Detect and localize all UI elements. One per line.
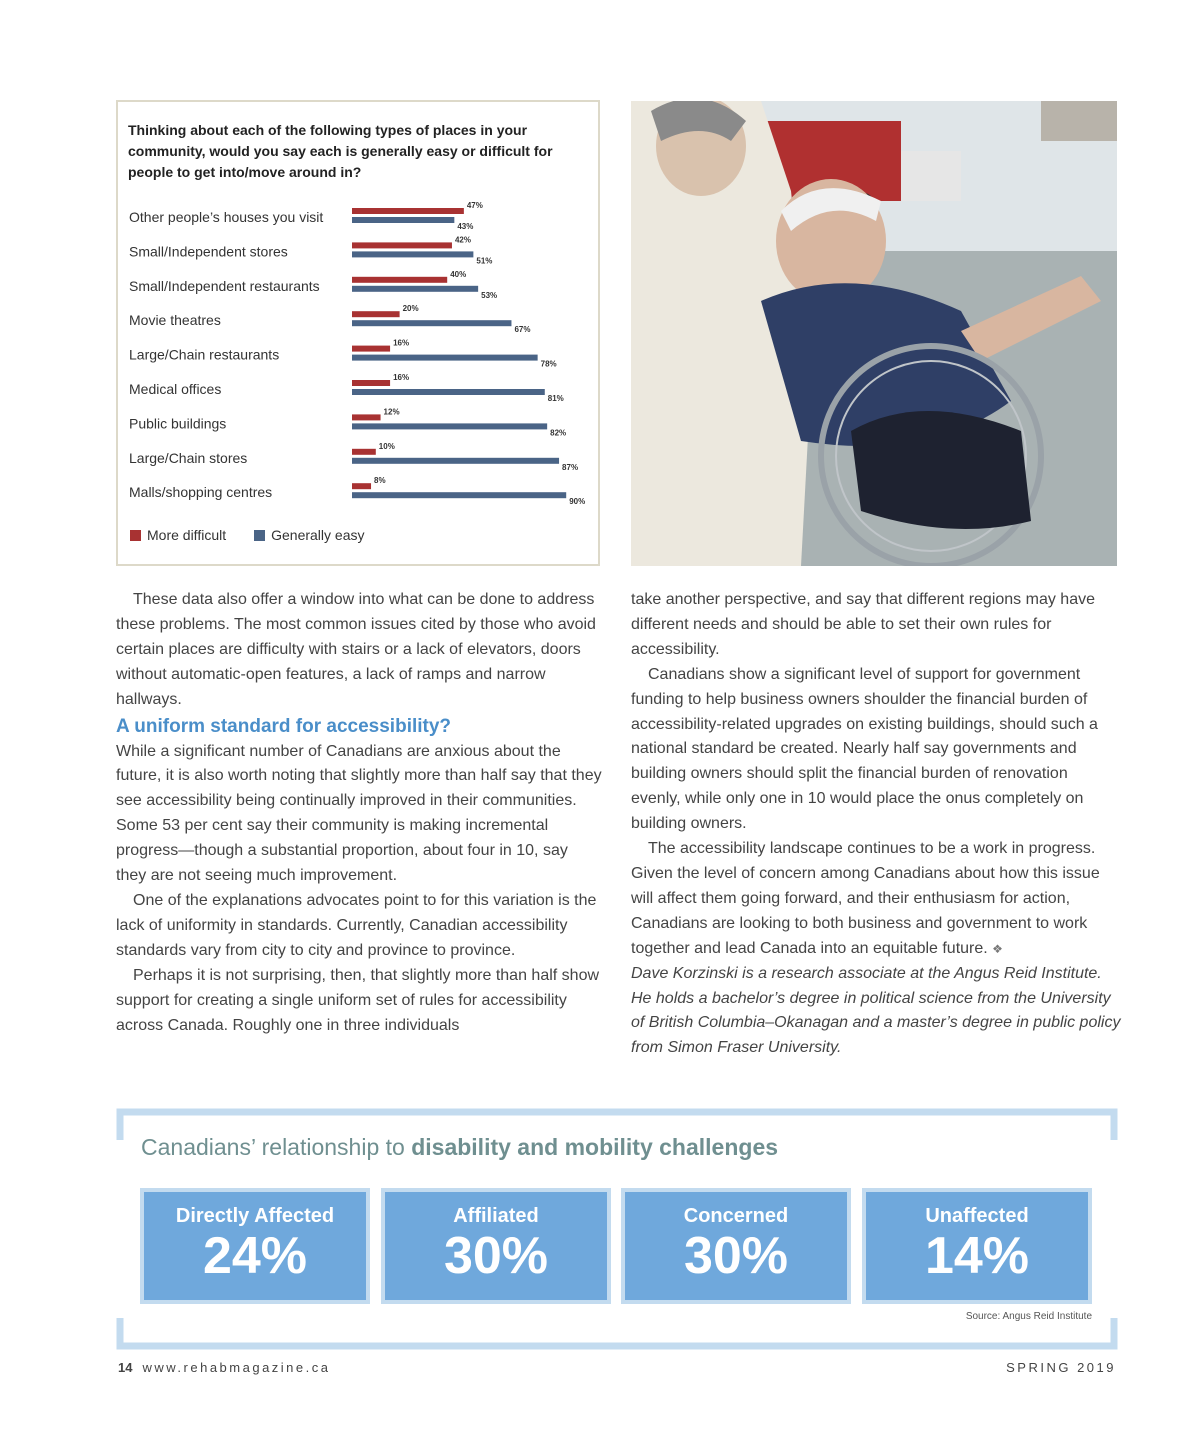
stats-title-plain: Canadians’ relationship to — [141, 1134, 412, 1160]
author-bio: Dave Korzinski is a research associate at the Angus Reid Institute. He holds a bachelor’s degree in political science from the University of British Columbia–Okanagan and a master’s degree in public policy from Simon Fraser University. — [631, 964, 1121, 1057]
bar-generally-easy — [352, 251, 473, 257]
bar-generally-easy — [352, 355, 538, 361]
legend-label-difficult: More difficult — [147, 527, 227, 543]
end-mark-icon: ❖ — [992, 941, 1003, 956]
bar-generally-easy — [352, 217, 454, 223]
article-right-column — [631, 588, 1121, 1061]
chart-question: Thinking about each of the following types of places in your community, would you say each is generally easy or difficult for people to get into/move around in? — [128, 122, 553, 180]
section-heading: A uniform standard for accessibility? — [116, 715, 452, 737]
photo-illustration — [631, 101, 1117, 566]
bar-generally-easy — [352, 458, 559, 464]
bar-generally-easy — [352, 389, 545, 395]
category-label: Malls/shopping centres — [129, 484, 273, 501]
category-label: Movie theatres — [129, 312, 221, 329]
legend-item-easy — [254, 527, 364, 543]
stat-card-affiliated — [381, 1188, 611, 1304]
paragraph: While a significant number of Canadians are anxious about the future, it is also worth noting that slightly more than half say that they see accessibility being continually improved in their communities. Some 53 per cent say their community is making incremental progress—though a substantial proportion, about four in 10, say they are not seeing much improvement. — [116, 742, 602, 885]
bar-more-difficult — [352, 346, 390, 352]
page-footer-left — [118, 1360, 331, 1375]
value-label-difficult: 12% — [383, 407, 400, 417]
bar-more-difficult — [352, 483, 371, 489]
value-label-easy: 90% — [569, 497, 586, 507]
bar-more-difficult — [352, 242, 452, 248]
category-label: Small/Independent stores — [129, 243, 288, 260]
bar-more-difficult — [352, 380, 390, 386]
stat-value: 30% — [443, 1227, 549, 1285]
bar-generally-easy — [352, 492, 566, 498]
value-label-easy: 53% — [481, 290, 498, 300]
page-number: 14 — [118, 1360, 133, 1375]
category-label: Public buildings — [129, 415, 227, 432]
article-left-column — [116, 588, 602, 1038]
bar-generally-easy — [352, 423, 547, 429]
paragraph: Perhaps it is not surprising, then, that slightly more than half show support for creating a single uniform set of rules for accessibility across Canada. Roughly one in three individuals — [116, 966, 600, 1034]
category-label: Medical offices — [129, 381, 222, 397]
survey-chart — [116, 100, 600, 566]
paragraph: These data also offer a window into what can be done to address these problems. The most common issues cited by those who avoid certain places are difficulty with stairs or a lack of elevators, doors without automatic-open features, a lack of ramps and narrow hallways. — [116, 591, 596, 708]
paragraph: take another perspective, and say that different regions may have different needs and should be able to set their own rules for accessibility. — [631, 591, 1095, 658]
stat-value: 30% — [683, 1227, 789, 1285]
stats-title — [141, 1134, 778, 1161]
bar-more-difficult — [352, 414, 381, 420]
paragraph-text: The accessibility landscape continues to be a work in progress. Given the level of concern among Canadians about how this issue will affect them going forward, and their enthusiasm for action, Canadians are looking to both business and government to work together and lead Canada into an equitable future. — [631, 840, 1100, 957]
stat-value: 14% — [924, 1227, 1030, 1285]
bar-chart-plot — [118, 102, 598, 564]
stat-label: Unaffected — [925, 1205, 1029, 1227]
legend-swatch-easy — [254, 530, 265, 541]
paragraph: One of the explanations advocates point to for this variation is the lack of uniformity in standards. Currently, Canadian accessibility standards vary from city to city and province to province. — [116, 891, 597, 959]
footer-url: www.rehabmagazine.ca — [142, 1360, 331, 1375]
bar-generally-easy — [352, 320, 511, 326]
bar-more-difficult — [352, 208, 464, 214]
stat-label: Concerned — [683, 1205, 789, 1227]
category-label: Small/Independent restaurants — [129, 277, 320, 294]
stat-label: Directly Affected — [175, 1205, 335, 1227]
legend-label-easy: Generally easy — [271, 527, 365, 543]
source-note: Source: Angus Reid Institute — [965, 1311, 1092, 1322]
value-label-difficult: 16% — [393, 338, 410, 348]
value-label-easy: 87% — [562, 462, 579, 472]
legend-swatch-difficult — [130, 530, 141, 541]
bar-more-difficult — [352, 311, 400, 317]
value-label-easy: 81% — [547, 394, 564, 403]
value-label-easy: 43% — [457, 222, 474, 231]
value-label-difficult: 10% — [378, 441, 395, 451]
bar-generally-easy — [352, 286, 478, 292]
paragraph: Canadians show a significant level of support for government funding to help business owners shoulder the financial burden of accessibility-related upgrades on existing buildings, should such a national standard be created. Nearly half say governments and building owners should split the financial burden of renovation evenly, while only one in 10 would place the onus completely on building owners. — [631, 665, 1098, 833]
wheelchair-photo — [631, 101, 1117, 566]
value-label-difficult: 20% — [402, 304, 419, 314]
category-label: Large/Chain restaurants — [129, 346, 280, 363]
value-label-difficult: 8% — [374, 476, 386, 486]
stat-value: 24% — [202, 1227, 308, 1285]
stats-panel — [116, 1108, 1118, 1350]
stat-card-directly-affected — [140, 1188, 370, 1304]
bar-more-difficult — [352, 449, 376, 455]
category-label: Large/Chain stores — [129, 449, 248, 466]
legend-item-difficult — [130, 527, 226, 543]
category-label: Other people’s houses you visit — [129, 209, 324, 225]
value-label-easy: 82% — [550, 428, 567, 438]
value-label-easy: 67% — [514, 325, 531, 335]
value-label-easy: 78% — [540, 359, 557, 369]
stat-label: Affiliated — [453, 1205, 539, 1227]
chart-legend — [130, 527, 365, 543]
stats-title-bold: disability and mobility challenges — [411, 1134, 779, 1160]
paragraph — [631, 837, 1121, 962]
value-label-difficult: 16% — [393, 373, 410, 382]
value-label-easy: 51% — [476, 256, 493, 266]
value-label-difficult: 40% — [450, 269, 467, 279]
value-label-difficult: 42% — [454, 235, 471, 245]
stat-card-unaffected — [862, 1188, 1092, 1304]
stat-card-concerned — [621, 1188, 851, 1304]
value-label-difficult: 47% — [466, 201, 483, 210]
bar-more-difficult — [352, 277, 447, 283]
footer-issue: SPRING 2019 — [1006, 1360, 1116, 1375]
